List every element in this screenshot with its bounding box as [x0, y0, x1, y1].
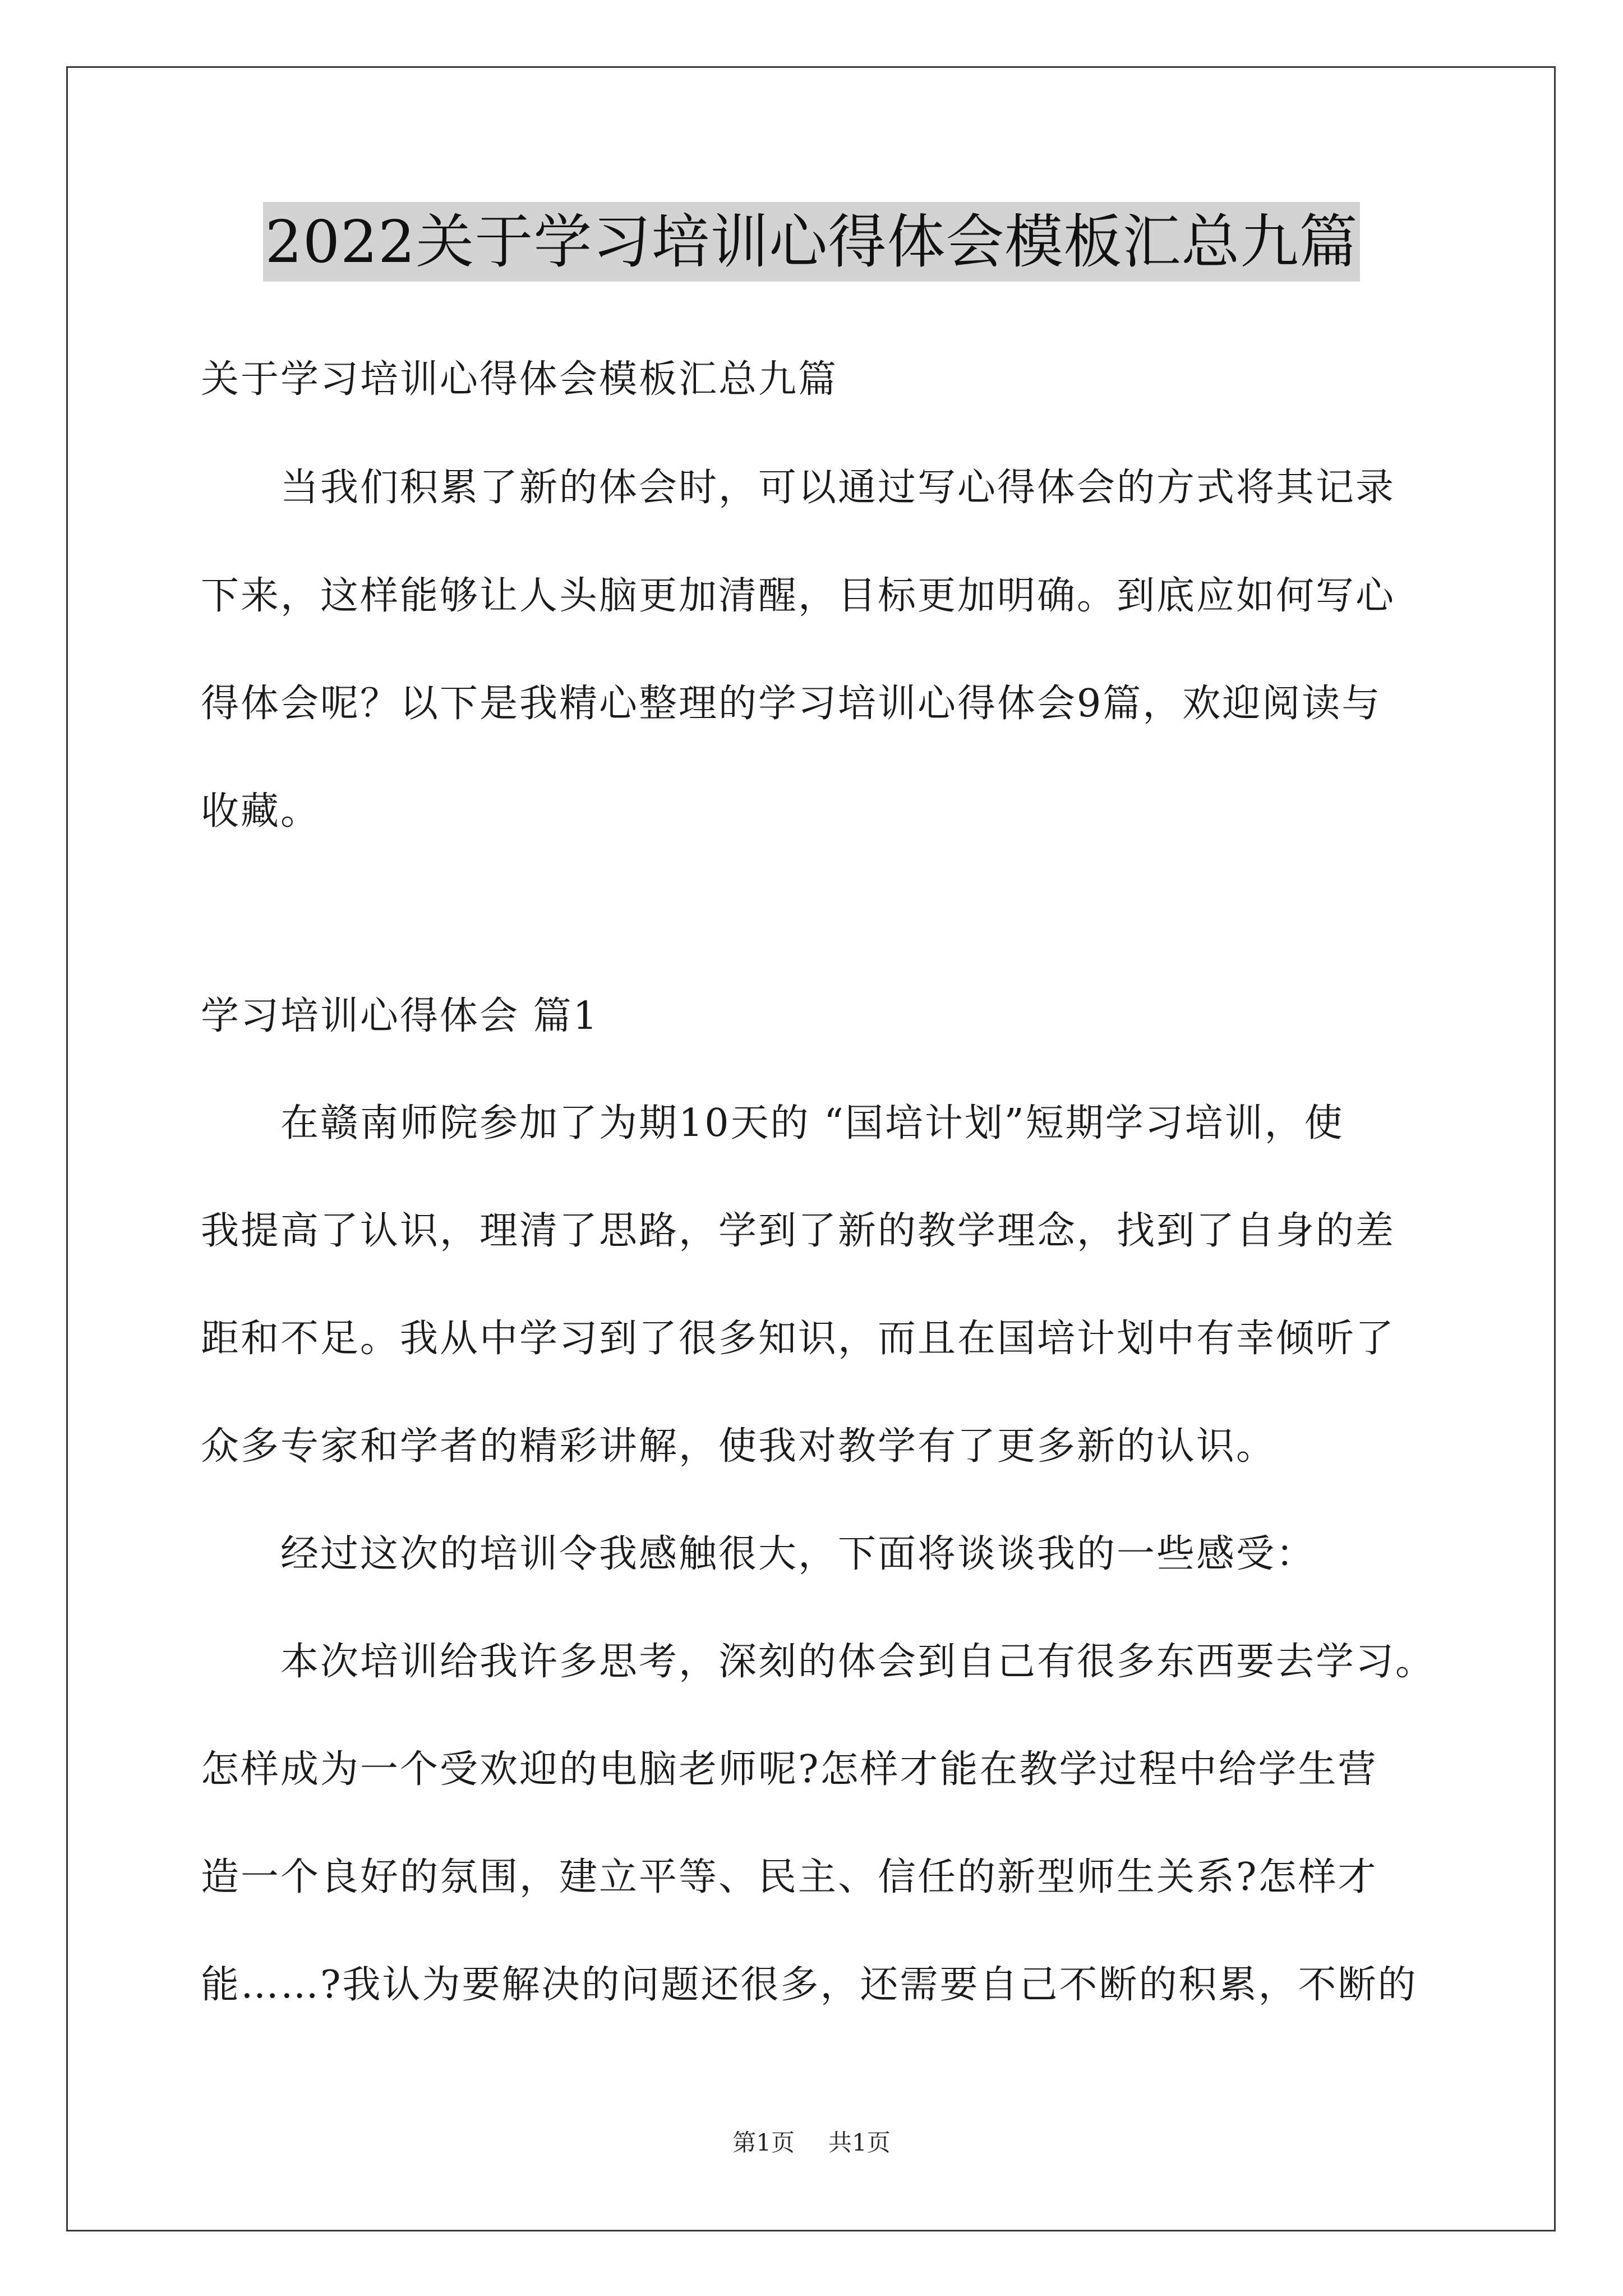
section-heading: 学习培训心得体会 篇1: [201, 994, 599, 1038]
document-subtitle: 关于学习培训心得体会模板汇总九篇: [201, 357, 838, 402]
page-total: 共1页: [828, 2129, 891, 2156]
document-title: 2022关于学习培训心得体会模板汇总九篇: [263, 202, 1361, 282]
body-line-1: 在赣南师院参加了为期10天的 “国培计划”短期学习培训，使: [280, 1101, 1344, 1145]
body-line-4: 众多专家和学者的精彩讲解，使我对教学有了更多新的认识。: [201, 1424, 1276, 1469]
body-line-2: 我提高了认识，理清了思路，学到了新的教学理念，找到了自身的差: [201, 1209, 1396, 1253]
body-line-7: 怎样成为一个受欢迎的电脑老师呢?怎样才能在教学过程中给学生营: [201, 1747, 1378, 1792]
body-line-5: 经过这次的培训令我感触很大，下面将谈谈我的一些感受：: [280, 1532, 1316, 1576]
intro-line-2: 下来，这样能够让人头脑更加清醒，目标更加明确。到底应如何写心: [201, 574, 1396, 618]
body-line-3: 距和不足。我从中学习到了很多知识，而且在国培计划中有幸倾听了: [201, 1317, 1396, 1361]
page-number: 第1页: [732, 2129, 795, 2156]
body-line-6: 本次培训给我许多思考，深刻的体会到自己有很多东西要去学习。: [280, 1640, 1436, 1684]
intro-line-4: 收藏。: [201, 789, 321, 834]
intro-line-1: 当我们积累了新的体会时，可以通过写心得体会的方式将其记录: [280, 466, 1396, 510]
body-line-9: 能……?我认为要解决的问题还很多，还需要自己不断的积累，不断的: [201, 1963, 1418, 2007]
intro-line-3: 得体会呢？以下是我精心整理的学习培训心得体会9篇，欢迎阅读与: [201, 682, 1382, 726]
body-line-8: 造一个良好的氛围，建立平等、民主、信任的新型师生关系?怎样才: [201, 1855, 1378, 1899]
title-container: [0, 202, 1623, 282]
page-footer: [0, 2126, 1623, 2160]
